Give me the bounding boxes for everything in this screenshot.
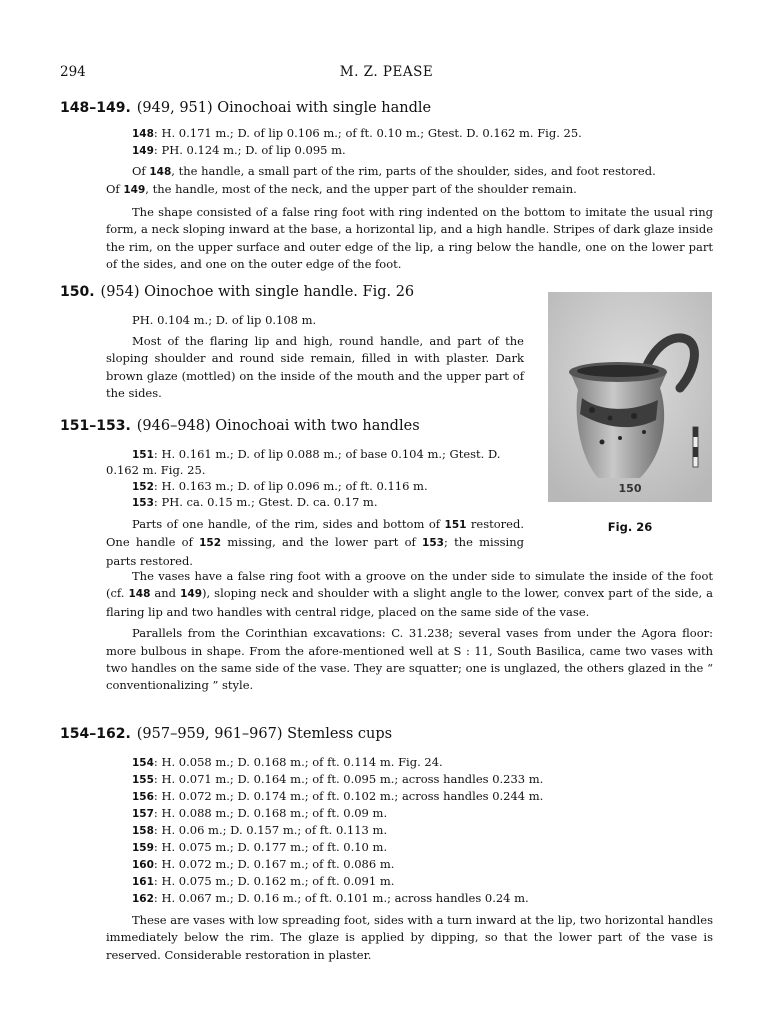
catalog-number: 150. — [60, 284, 95, 300]
description-paragraph: Most of the flaring lip and high, round handle, and part of the sloping shoulder and round side remain, filled in with plaster. Dark brown glaze (mottled) on the inside of the mouth and the upper part of the sides. — [106, 334, 524, 401]
section-title: (946–948) Oinochoai with two handles — [136, 418, 420, 434]
section-heading-154-162 — [60, 726, 392, 742]
measurement-line: 155: H. 0.071 m.; D. 0.164 m.; of ft. 0.095 m.; across handles 0.233 m. — [132, 772, 544, 786]
measurement-line: 157: H. 0.088 m.; D. 0.168 m.; of ft. 0.09 m. — [132, 806, 388, 820]
description-paragraph: Of 148, the handle, a small part of the rim, parts of the shoulder, sides, and foot restored. Of 149, the handle, most of the neck, and the upper part of the shoulder remain. The shape consisted of a false ring foot with ring indented on the bottom to imitate the usual ring form, a neck sloping inward at the base, a horizontal lip, and a high handle. Stripes of dark glaze inside the rim, on the upper surface and outer edge of the lip, a ring below the handle, one on the lower part of the sides, and one on the outer edge of the foot. — [106, 164, 713, 272]
description-paragraph: Parts of one handle, of the rim, sides and bottom of 151 restored. One handle of 152 missing, and the lower part of 153; the missing parts restored. — [106, 517, 524, 568]
section-title: (954) Oinochoe with single handle. Fig. 26 — [100, 284, 415, 300]
photo-label: 150 — [618, 482, 642, 495]
photo-oinochoe — [548, 292, 712, 502]
oinochoe-photo-drawing — [548, 292, 712, 502]
measurement-line: 151: H. 0.161 m.; D. of lip 0.088 m.; of base 0.104 m.; Gtest. D. — [132, 447, 501, 461]
measurement-line: 158: H. 0.06 m.; D. 0.157 m.; of ft. 0.113 m. — [132, 823, 388, 837]
section-heading-151-153 — [60, 418, 420, 434]
measurement-line: 162: H. 0.067 m.; D. 0.16 m.; of ft. 0.101 m.; across handles 0.24 m. — [132, 891, 529, 905]
description-paragraph: These are vases with low spreading foot, sides with a turn inward at the lip, two horizontal handles immediately below the rim. The glaze is applied by dipping, so that the lower part of the vase is reserved. Considerable restoration in plaster. — [106, 913, 713, 962]
section-title: (957–959, 961–967) Stemless cups — [136, 726, 393, 742]
measurement-line: 152: H. 0.163 m.; D. of lip 0.096 m.; of ft. 0.116 m. — [132, 479, 428, 493]
figure-caption: Fig. 26 — [607, 520, 653, 534]
catalog-number: 148–149. — [60, 100, 131, 116]
running-author: M. Z. PEASE — [339, 64, 434, 80]
measurement-line: 153: PH. ca. 0.15 m.; Gtest. D. ca. 0.17 m. — [132, 495, 378, 509]
measurement-line: 154: H. 0.058 m.; D. 0.168 m.; of ft. 0.114 m. Fig. 24. — [132, 755, 443, 769]
catalog-number: 151–153. — [60, 418, 131, 434]
measurement-line: 0.162 m. Fig. 25. — [106, 463, 206, 477]
measurement-line: 160: H. 0.072 m.; D. 0.167 m.; of ft. 0.086 m. — [132, 857, 395, 871]
section-heading-150 — [60, 284, 414, 300]
measurement-line: 149: PH. 0.124 m.; D. of lip 0.095 m. — [132, 143, 346, 157]
page-number: 294 — [60, 64, 86, 80]
description-paragraph: The vases have a false ring foot with a groove on the under side to simulate the inside of the foot (cf. 148 and 149), sloping neck and shoulder with a slight angle to the lower, convex part of the side, a flaring lip and two handles with central ridge, placed on the same side of the vase. Parallels from the Corinthian excavations: C. 31.238; several vases from under the Agora floor: more bulbous in shape. From the afore-mentioned well at S : 11, South Basilica, came two vases with two handles on the same side of the vase. They are squatter; one is unglazed, the others glazed in the “ conventionalizing ” style. — [106, 569, 714, 693]
section-title: (949, 951) Oinochoai with single handle — [136, 100, 432, 116]
measurement-line: 156: H. 0.072 m.; D. 0.174 m.; of ft. 0.102 m.; across handles 0.244 m. — [132, 789, 544, 803]
measurement-line: PH. 0.104 m.; D. of lip 0.108 m. — [132, 313, 317, 327]
catalog-number: 154–162. — [60, 726, 131, 742]
measurement-line: 148: H. 0.171 m.; D. of lip 0.106 m.; of ft. 0.10 m.; Gtest. D. 0.162 m. Fig. 25. — [132, 126, 582, 140]
section-heading-148-149 — [60, 100, 431, 116]
measurement-line: 161: H. 0.075 m.; D. 0.162 m.; of ft. 0.091 m. — [132, 874, 395, 888]
measurement-line: 159: H. 0.075 m.; D. 0.177 m.; of ft. 0.10 m. — [132, 840, 388, 854]
running-header — [60, 64, 713, 84]
